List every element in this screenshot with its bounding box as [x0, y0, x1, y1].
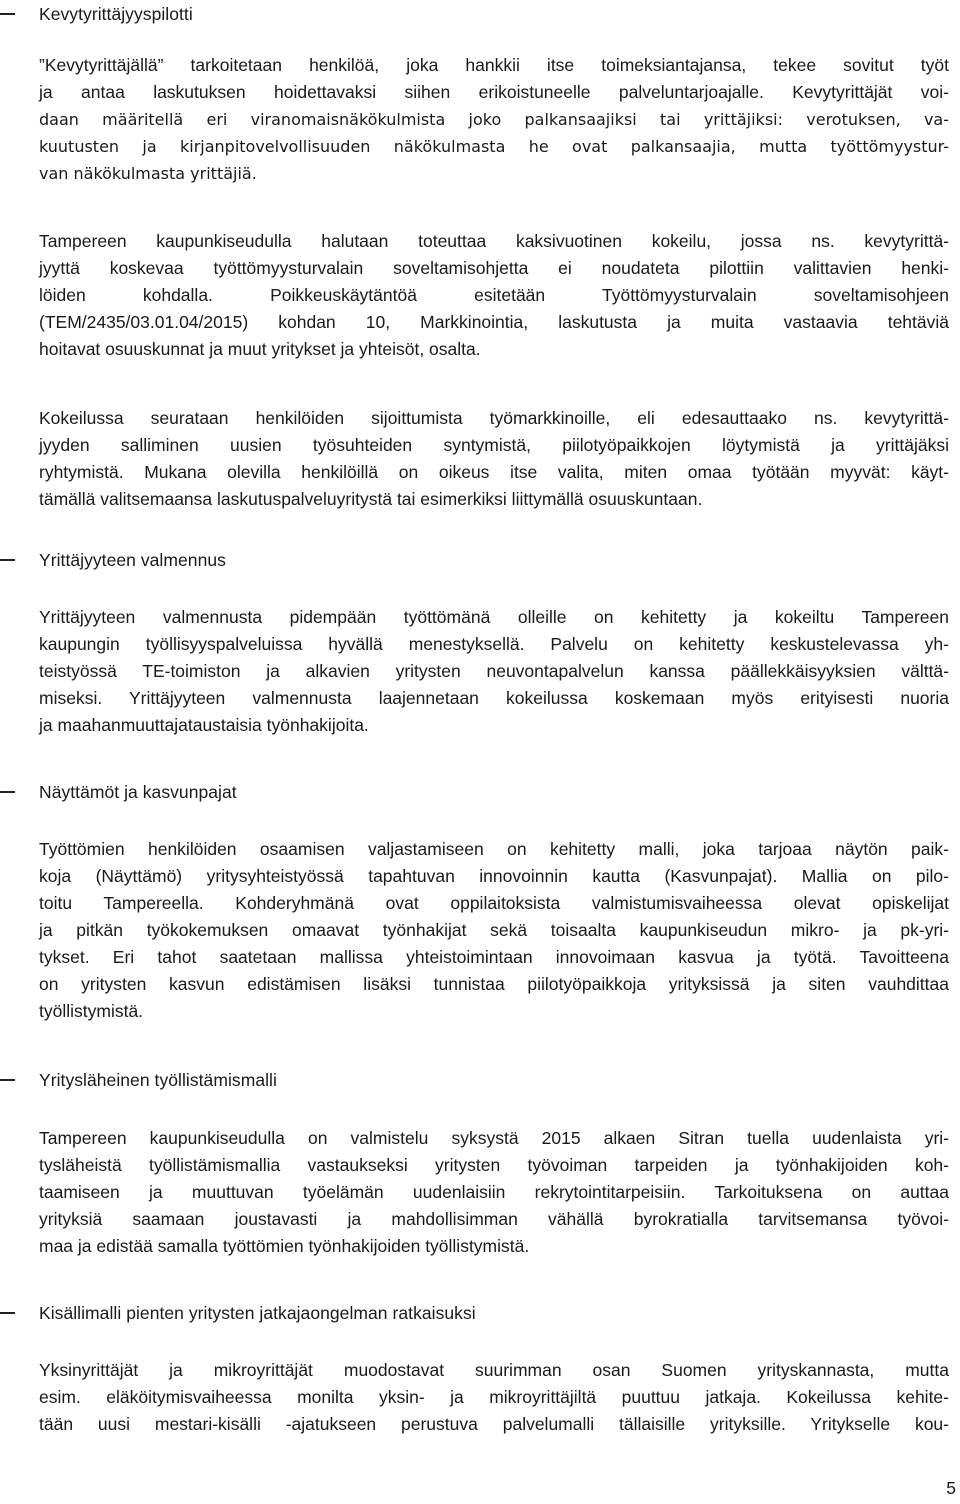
- text-line: tykset. Eri tahot saatetaan mallissa yhteistoimintaan innovoimaan kasvua ja työtä. Tavoitteena: [39, 947, 949, 967]
- section-heading-row: [0, 1066, 960, 1094]
- text-line: Tampereen kaupunkiseudulla on valmistelu syksystä 2015 alkaen Sitran tuella uudenlaista yri-: [39, 1128, 949, 1148]
- section-heading: Kisällimalli pienten yritysten jatkajaongelman ratkaisuksi: [39, 1303, 476, 1323]
- paragraph: [39, 1357, 949, 1438]
- text-line: miseksi. Yrittäjyyteen valmennusta laajennetaan kokeilussa koskemaan myös erityisesti nuoria: [39, 688, 949, 708]
- text-line: kuutusten ja kirjanpitovelvollisuuden näkökulmasta he ovat palkansaajia, mutta työttömyystur-: [39, 137, 949, 156]
- text-line: Tampereen kaupunkiseudulla halutaan toteuttaa kaksivuotinen kokeilu, jossa ns. kevytyrittä-: [39, 231, 949, 251]
- text-line: ja maahanmuuttajataustaisia työnhakijoita.: [39, 715, 369, 735]
- bullet-dash-icon: [0, 13, 15, 15]
- text-line: taamiseen ja muuttuvan työelämän uudenlaisiin rekrytointitarpeisiin. Tarkoituksena on auttaa: [39, 1182, 949, 1202]
- text-line: koja (Näyttämö) yritysyhteistyössä tapahtuvan innovoinnin kautta (Kasvunpajat). Mallia on pilo-: [39, 866, 949, 886]
- text-line: jyyttä koskevaa työttömyysturvalain soveltamisohjetta ei noudateta pilottiin valittavien henki-: [39, 258, 949, 278]
- text-line: tysläheistä työllistämismallia vastaukseksi yritysten työvoiman tarpeiden ja työnhakijoiden koh-: [39, 1155, 949, 1175]
- text-line: esim. eläköitymisvaiheessa monilta yksin- ja mikroyrittäjiltä puuttuu jatkaja. Kokeilussa kehite-: [39, 1387, 949, 1407]
- section-heading-row: [0, 778, 960, 806]
- text-line: Kokeilussa seurataan henkilöiden sijoittumista työmarkkinoille, eli edesauttaako ns. kevytyrittä-: [39, 408, 949, 428]
- text-line: daan määritellä eri viranomaisnäkökulmista joko palkansaajiksi tai yrittäjiksi: verotuksen, va-: [39, 110, 949, 129]
- bullet-dash-icon: [0, 791, 15, 793]
- paragraph: [39, 228, 949, 363]
- text-line: ja antaa laskutuksen hoidettavaksi siihen erikoistuneelle palveluntarjoajalle. Kevytyrittäjät voi-: [39, 82, 949, 102]
- paragraph: [39, 52, 949, 187]
- text-line: löiden kohdalla. Poikkeuskäytäntöä esitetään Työttömyysturvalain soveltamisohjeen: [39, 285, 949, 305]
- section-heading-row: [0, 0, 960, 28]
- section-heading: Kevytyrittäjyyspilotti: [39, 4, 193, 24]
- text-line: hoitavat osuuskunnat ja muut yritykset ja yhteisöt, osalta.: [39, 339, 481, 359]
- text-line: teistyössä TE-toimiston ja alkavien yritysten neuvontapalvelun kanssa päällekkäisyyksien välttä-: [39, 661, 949, 681]
- text-line: Yrittäjyyteen valmennusta pidempään työttömänä olleille on kehitetty ja kokeiltu Tampereen: [39, 607, 949, 627]
- text-line: toitu Tampereella. Kohderyhmänä ovat oppilaitoksista valmistumisvaiheessa olevat opiskelijat: [39, 893, 949, 913]
- text-line: maa ja edistää samalla työttömien työnhakijoiden työllistymistä.: [39, 1236, 530, 1256]
- section-heading-row: [0, 546, 960, 574]
- text-line: tään uusi mestari-kisälli -ajatukseen perustuva palvelumalli tällaisille yrityksille. Yritykselle kou-: [39, 1414, 949, 1434]
- text-line: van näkökulmasta yrittäjiä.: [39, 164, 257, 183]
- text-line: tämällä valitsemaansa laskutuspalveluyritystä tai esimerkiksi liittymällä osuuskuntaan.: [39, 489, 703, 509]
- section-heading-row: [0, 1299, 960, 1327]
- text-line: Työttömien henkilöiden osaamisen valjastamiseen on kehitetty malli, joka tarjoaa näytön paik-: [39, 839, 949, 859]
- text-line: kaupungin työllisyyspalveluissa hyvällä menestyksellä. Palvelu on kehitetty keskustelevassa yh-: [39, 634, 949, 654]
- section-heading: Näyttämöt ja kasvunpajat: [39, 782, 237, 802]
- text-line: Yksinyrittäjät ja mikroyrittäjät muodostavat suurimman osan Suomen yrityskannasta, mutta: [39, 1360, 949, 1380]
- paragraph: [39, 405, 949, 513]
- text-line: ”Kevytyrittäjällä” tarkoitetaan henkilöä, joka hankkii itse toimeksiantajansa, tekee sovitut työt: [39, 55, 949, 75]
- paragraph: [39, 836, 949, 1025]
- text-line: on yritysten kasvun edistämisen lisäksi tunnistaa piilotyöpaikkoja yrityksissä ja siten vauhdittaa: [39, 974, 949, 994]
- bullet-dash-icon: [0, 1079, 15, 1081]
- text-line: (TEM/2435/03.01.04/2015) kohdan 10, Markkinointia, laskutusta ja muita vastaavia tehtäviä: [39, 312, 949, 332]
- paragraph: [39, 604, 949, 739]
- bullet-dash-icon: [0, 559, 15, 561]
- text-line: työllistymistä.: [39, 1001, 144, 1021]
- section-heading: Yrittäjyyteen valmennus: [39, 550, 226, 570]
- page-number: 5: [946, 1478, 956, 1498]
- text-line: ja pitkän työkokemuksen omaavat työnhakijat sekä toisaalta kaupunkiseudun mikro- ja pk-yri-: [39, 920, 949, 940]
- text-line: yrityksiä saamaan joustavasti ja mahdollisimman vähällä byrokratialla tarvitsemansa työvoi-: [39, 1209, 949, 1229]
- section-heading: Yritysläheinen työllistämismalli: [39, 1070, 277, 1090]
- paragraph: [39, 1125, 949, 1260]
- bullet-dash-icon: [0, 1312, 15, 1314]
- text-line: ryhtymistä. Mukana olevilla henkilöillä on oikeus itse valita, miten omaa työtään myyvät: käyt-: [39, 462, 949, 482]
- text-line: jyyden salliminen uusien työsuhteiden syntymistä, piilotyöpaikkojen löytymistä ja yrittäjäksi: [39, 435, 949, 455]
